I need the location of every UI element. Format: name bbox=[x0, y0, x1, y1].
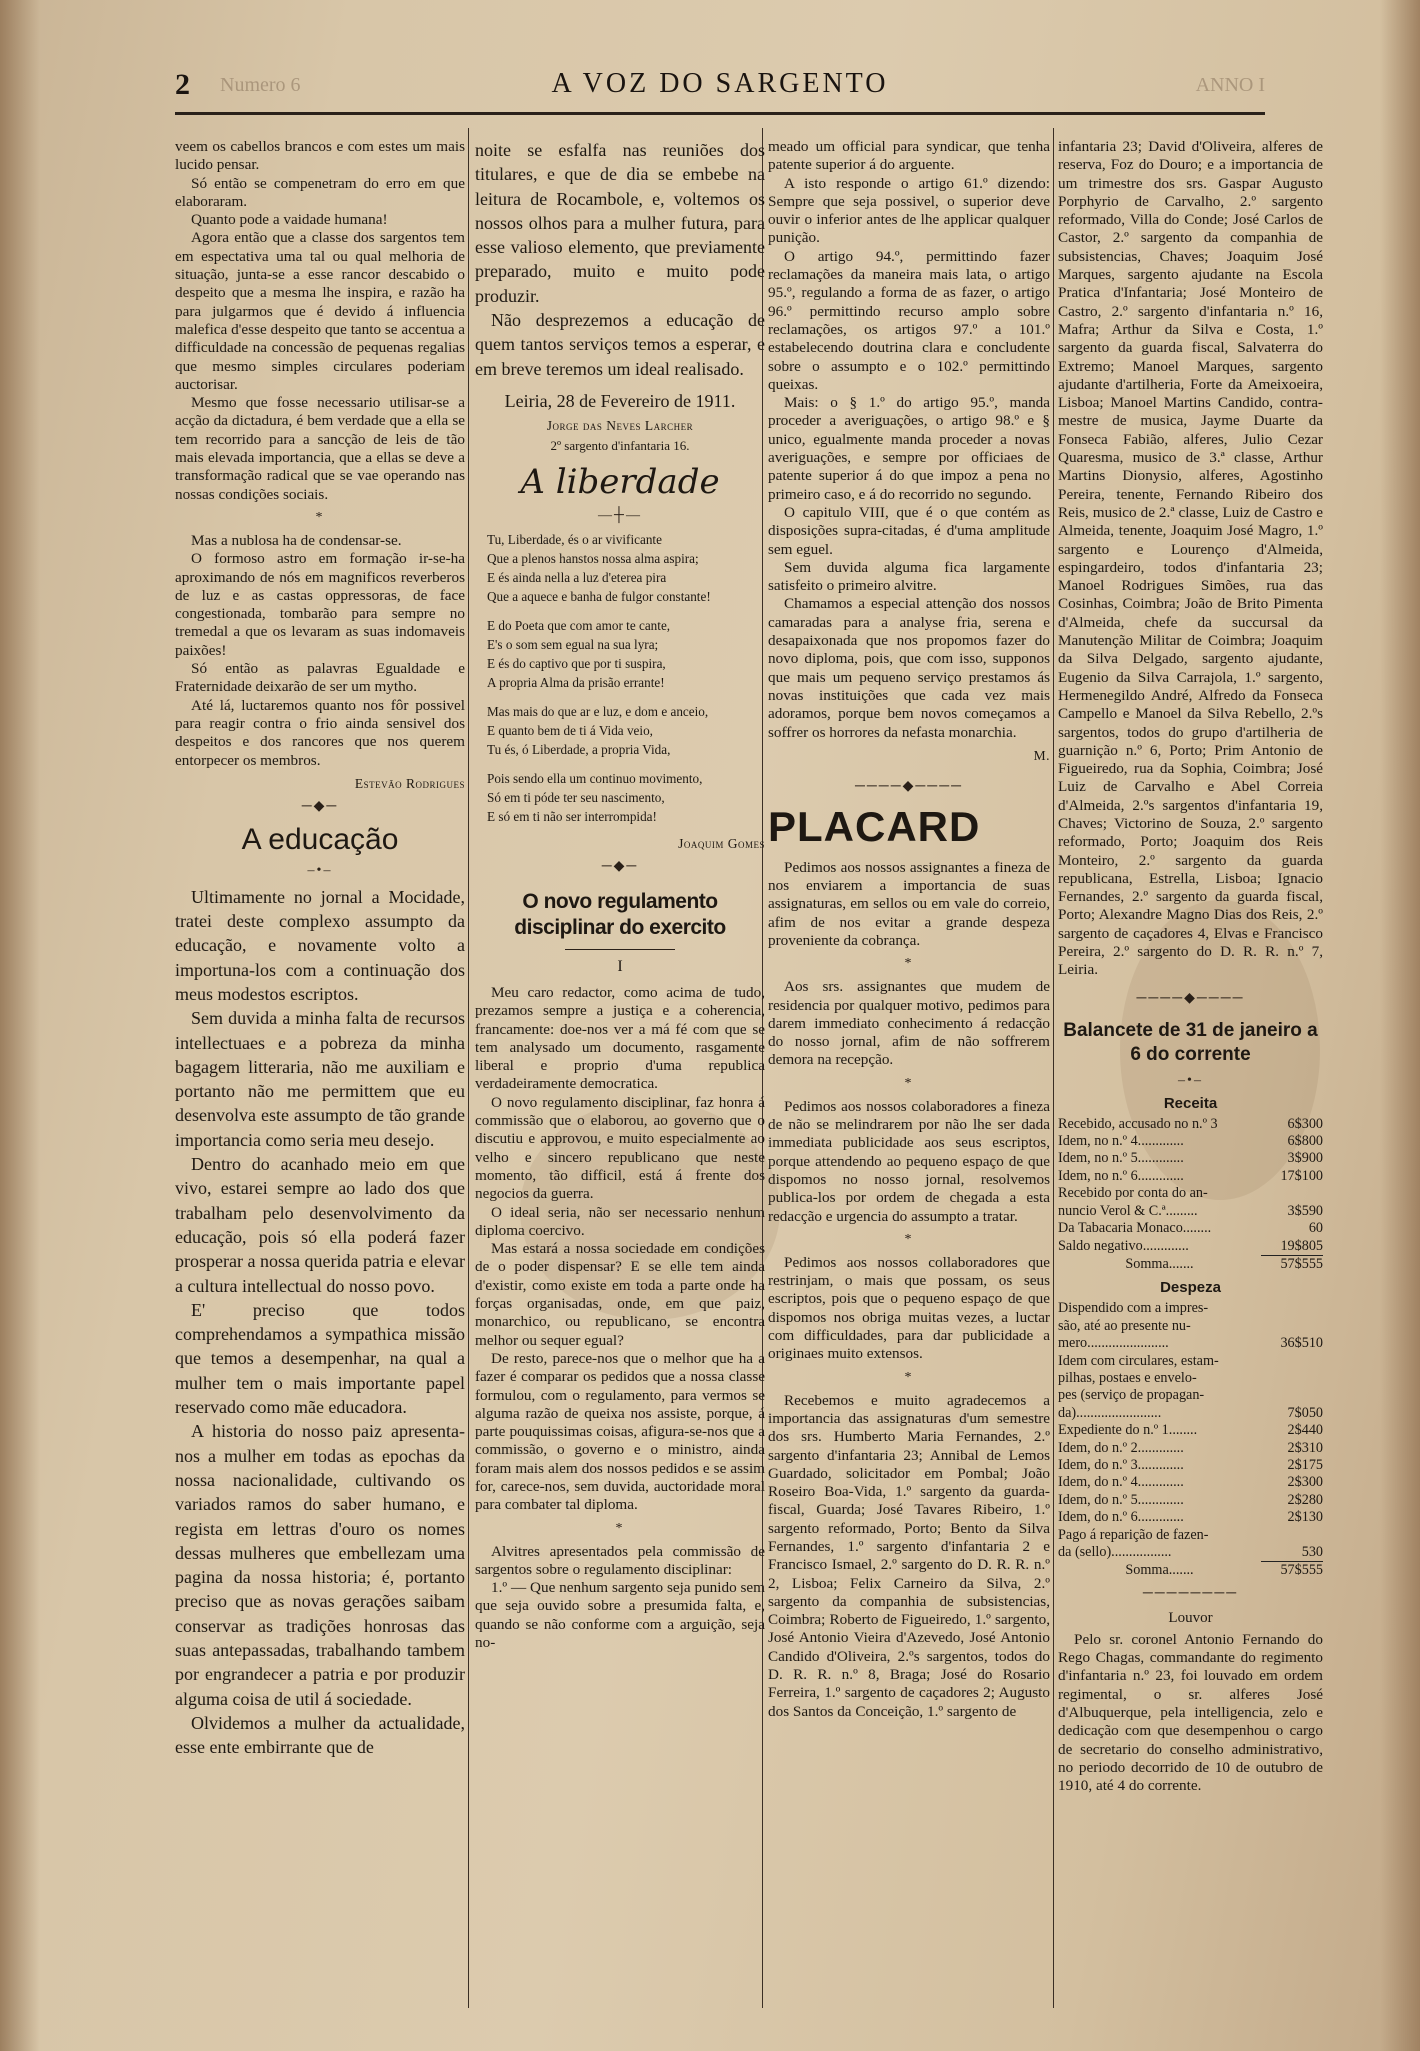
poem-line: E's o som sem egual na sua lyra; bbox=[487, 636, 659, 652]
ledger-row bbox=[1058, 1562, 1323, 1579]
paragraph: E' preciso que todos comprehendamos a sympathica missão que temos a desempenhar, na qual a mulher tem o mais importante papel reservado como mãe educadora. bbox=[175, 1299, 465, 1418]
receipts-ledger bbox=[1058, 1116, 1323, 1274]
column-rule bbox=[1053, 128, 1054, 2008]
paragraph: O ideal seria, não ser necessario nenhum diploma coercivo. bbox=[475, 1203, 765, 1239]
author-rank: 2º sargento d'infantaria 16. bbox=[550, 437, 690, 453]
paragraph: Pedimos aos nossos assignantes a fineza de nos enviarem a importancia de suas assignaturas, em sellos ou em vale do correio, afim de nos evitar a grande despeza proveniente da cobrança. bbox=[768, 858, 1050, 949]
ledger-row bbox=[1058, 1405, 1323, 1422]
ledger-description: Recebido por conta do an- bbox=[1058, 1185, 1208, 1202]
column-1 bbox=[175, 138, 465, 1759]
poem-stanza-2 bbox=[487, 616, 765, 692]
paragraph: Sem duvida alguma fica largamente satisfeito o primeiro alvitre. bbox=[768, 558, 1050, 595]
paragraph: Alvitres apresentados pela commissão de sargentos sobre o regulamento disciplinar: bbox=[475, 1542, 765, 1578]
separator-ornament: ────◆──── bbox=[854, 778, 964, 794]
ledger-description: Idem com circulares, estam- bbox=[1058, 1352, 1219, 1369]
ledger-description: Idem, no n.º 5............. bbox=[1058, 1150, 1184, 1167]
ledger-row bbox=[1058, 1168, 1323, 1185]
ledger-description: Idem, no n.º 4............. bbox=[1058, 1133, 1184, 1150]
ledger-row bbox=[1058, 1318, 1323, 1335]
paragraph: Aos srs. assignantes que mudem de residencia por qualquer motivo, pedimos para darem immediato conhecimento á redacção do nosso jornal, afim de não soffrerem demora na recepção. bbox=[768, 978, 1050, 1069]
ledger-description: Da Tabacaria Monaco........ bbox=[1058, 1220, 1212, 1237]
ledger-description: Idem, do n.º 2............. bbox=[1058, 1439, 1184, 1456]
ledger-amount: 19$805 bbox=[1261, 1238, 1323, 1256]
ledger-row bbox=[1058, 1527, 1323, 1544]
separator-ornament: * bbox=[615, 1520, 625, 1536]
paragraph: Até lá, luctaremos quanto nos fôr possivel para reagir contra o frio ainda sensivel dos despeitos e dos rancores que nos querem entorpecer os membros. bbox=[175, 696, 465, 769]
ledger-amount: 2$440 bbox=[1287, 1422, 1323, 1439]
masthead-title: A VOZ DO SARGENTO bbox=[551, 68, 889, 99]
separator-ornament: * bbox=[904, 956, 914, 972]
poem-line: E quanto bem de ti á Vida veio, bbox=[487, 722, 653, 738]
ledger-amount: 2$300 bbox=[1287, 1474, 1323, 1491]
poem-line: E és ainda nella a luz d'eterea pira bbox=[487, 569, 667, 585]
paragraph: Sem duvida a minha falta de recursos intellectuaes e a pobreza da minha bagagem litteraria, não me auxiliam e portanto não me permittem que eu desenvolva este assumpto de tão grande importancia como seria meu desejo. bbox=[175, 1008, 465, 1150]
separator-ornament: —┼— bbox=[598, 507, 642, 523]
page-header bbox=[175, 68, 1265, 108]
ledger-description: da)........................ bbox=[1058, 1404, 1162, 1421]
title-rule bbox=[565, 949, 675, 950]
article-title: O novo regulamento disciplinar do exercito bbox=[514, 889, 726, 939]
ledger-row bbox=[1058, 1457, 1323, 1474]
ledger-amount bbox=[1261, 1185, 1323, 1202]
ledger-row bbox=[1058, 1370, 1323, 1387]
column-4 bbox=[1058, 138, 1323, 1795]
paragraph: O novo regulamento disciplinar, faz honra á commissão que o elaborou, ao governo que o discutiu e approvou, e muito especialmente ao velho e sincero republicano que neste momento, tão difficil, está á frente dos negocios da guerra. bbox=[475, 1093, 765, 1203]
paragraph: noite se esfalfa nas reuniões dos titulares, e que de dia se embebe na leitura de Rocambole, e, voltemos os nossos olhos para a mulher futura, para esse valioso elemento, que previamente preparado, muito e muito pode produzir. bbox=[475, 140, 765, 306]
paragraph: Mas a nublosa ha de condensar-se. bbox=[191, 531, 402, 549]
ledger-row bbox=[1058, 1544, 1323, 1562]
section-number: I bbox=[617, 957, 623, 975]
article-title: A educação bbox=[241, 822, 399, 856]
ledger-description: Recebido, accusado no n.º 3 bbox=[1058, 1115, 1218, 1132]
paragraph: Dentro do acanhado meio em que vivo, estarei sempre ao lado dos que trabalham pelo desenvolvimento da educação, pois só ella poderá fazer prosperar a nossa querida patria e elevar a cultura intellectual do nosso povo. bbox=[175, 1154, 465, 1296]
paragraph: O artigo 94.º, permittindo fazer reclamações da maneira mais lata, o artigo 95.º, regulando a forma de as fazer, o artigo 96.º permittindo recurso amplo sobre reclamações, os artigos 97.º a 101.º estabelecendo doutrina clara e concludente sobre o assumpto e o 102.º permittindo queixas. bbox=[768, 247, 1050, 393]
ledger-amount bbox=[1261, 1527, 1323, 1544]
ledger-description: da (sello)................. bbox=[1058, 1544, 1172, 1560]
ledger-amount: 57$555 bbox=[1280, 1255, 1323, 1272]
ledger-amount: 57$555 bbox=[1280, 1562, 1323, 1579]
ledger-row bbox=[1058, 1422, 1323, 1439]
separator-ornament: –•– bbox=[307, 862, 333, 878]
ledger-amount: 2$175 bbox=[1287, 1456, 1323, 1473]
poem-author: Joaquim Gomes bbox=[678, 835, 765, 851]
poem-line: E só em ti não ser interrompida! bbox=[487, 808, 657, 824]
dateline: Leiria, 28 de Fevereiro de 1911. bbox=[504, 390, 736, 411]
ledger-amount: 2$310 bbox=[1287, 1439, 1323, 1456]
ledger-row bbox=[1058, 1440, 1323, 1457]
balance-title: Balancete de 31 de janeiro a 6 do corrente bbox=[1063, 1019, 1318, 1065]
ledger-description: nuncio Verol & C.ª......... bbox=[1058, 1202, 1198, 1219]
ledger-amount bbox=[1261, 1370, 1323, 1387]
paragraph: A isto responde o artigo 61.º dizendo: Sempre que seja possivel, o superior deve ouvir o inferior antes de lhe applicar qualquer punição. bbox=[768, 174, 1050, 247]
ledger-description: Somma....... bbox=[1125, 1562, 1194, 1579]
ledger-row bbox=[1058, 1185, 1323, 1202]
poem-line: Só em ti póde ter seu nascimento, bbox=[487, 789, 665, 805]
paragraph: A historia do nosso paiz apresenta-nos a mulher em todas as epochas da nossa nacionalidade, cultivando os variados ramos do saber humano, e regista em lettras d'ouro os nomes dessas mulheres que embellezam uma pagina da nossa historia; é, portanto preciso que as novas gerações saibam conservar as tradições honrosas das suas antepassadas, trabalhando tambem por engrandecer a patria e por produzir alguma coisa de util á sociedade. bbox=[175, 1421, 465, 1709]
ledger-description: Expediente do n.º 1........ bbox=[1058, 1422, 1198, 1439]
separator-ornament: ────◆──── bbox=[1136, 990, 1245, 1006]
ledger-row bbox=[1058, 1335, 1323, 1352]
paragraph: Só então as palavras Egualdade e Fraternidade deixarão de ser um mytho. bbox=[175, 660, 465, 696]
paragraph: Olvidemos a mulher da actualidade, esse ente embirrante que de bbox=[175, 1712, 465, 1758]
poem-stanza-3 bbox=[487, 702, 765, 759]
poem-line: E és do captivo que por ti suspira, bbox=[487, 655, 666, 671]
ledger-row bbox=[1058, 1133, 1323, 1150]
separator-ornament: * bbox=[904, 1075, 914, 1091]
paragraph: O formoso astro em formação ir-se-ha aproximando de nós em magnificos reverberos de luz e as castas oppressoras, de face congestionada, tombarão para sempre no tremedal a que os levaram as suas indomaveis paixões! bbox=[175, 550, 465, 659]
ledger-amount: 7$050 bbox=[1287, 1404, 1323, 1421]
paragraph: meado um official para syndicar, que tenha patente superior á do arguente. bbox=[768, 138, 1050, 174]
poem-line: A propria Alma da prisão errante! bbox=[487, 674, 665, 690]
praise-heading: Louvor bbox=[1168, 1609, 1213, 1626]
ledger-description: são, até ao presente nu- bbox=[1058, 1317, 1191, 1334]
paragraph: Agora então que a classe dos sargentos tem em espectativa uma tal ou qual melhoria de situação, junta-se a esse rancor descabido o despeito que a mesma lhe inspira, e razão ha para julgarmos que é devido á influencia malefica d'esse despeito que tanto se accentua a difficuldade na concessão de pequenas regalias que mesmo simples circulares poderiam auctorisar. bbox=[175, 229, 465, 393]
poem-stanza-4 bbox=[487, 769, 765, 826]
paper-edge-right bbox=[1380, 0, 1420, 2051]
ledger-row bbox=[1058, 1150, 1323, 1167]
paragraph: Chamamos a especial attenção dos nossos camaradas para a analyse fria, serena e desapaixonada que nos propomos fazer do novo diploma, pois, que com isso, supponos que mais um pequeno serviço prestamos ás novas instituições que cada vez mais adoramos, porque bem novos começamos a soffrer os horrores da nefasta monarchia. bbox=[768, 595, 1050, 741]
expenses-ledger bbox=[1058, 1300, 1323, 1580]
poem-line: Pois sendo ella um continuo movimento, bbox=[487, 770, 703, 786]
poem-title: A liberdade bbox=[520, 461, 720, 502]
ledger-description: Saldo negativo............. bbox=[1058, 1237, 1189, 1254]
paragraph: infantaria 23; David d'Oliveira, alferes de reserva, Foz do Douro; e a importancia de um trimestre dos srs. Gaspar Augusto Porphyrio de Carvalho, 2.º sargento reformado, Villa do Conde; José Carlos de Castor, 2.º sargento da companhia de subsistencias, Chaves; Joaquim José Marques, sargento ajudante na Escola Pratica d'Infantaria; José Monteiro de Castro, 2.º sargento d'infantaria n.º 16, Mafra; Arthur da Silva e Costa, 1.º sargento da guarda fiscal, Salvaterra do Extremo; Manoel Marques, sargento ajudante d'artilheria, Forte da Ameixoeira, Lisboa; Manoel Martins Candido, contra-mestre de musica, Jayme Duarte da Fonseca Fabião, alferes, Julio Cezar Quaresma, musico de 3.ª classe, Arthur Martins Dionysio, alferes, Agostinho Pereira, tenente, Fernando Ribeiro dos Reis, musico de 2.ª classe, Luiz de Castro e Almeida, tenente, Joaquim José Magro, 1.º sargento e Lourenço d'Almeida, espingardeiro, todos d'infantaria 23; Manoel Rodrigues Simões, rua das Cosinhas, Coimbra; João de Brito Pimenta d'Almeida, chefe da succursal da Manutenção Militar de Coimbra; Joaquim da Silva Delgado, sargento ajudante, Eugenio da Silva Carrajola, 1.º sargento, Hermenegildo André, Alfredo da Fonseca Campello e Manoel da Silva Rebello, 2.ºs sargentos, todos do grupo d'artilheria de guarnição n.º 6, Porto; Prim Antonio de Figueiredo, rua da Sophia, Coimbra; José Luiz de Carvalho e Abel Correia d'Almeida, 2.ºs sargentos d'infantaria 19, Chaves; Victorino de Souza, 2.º sargento reformado, Porto; Joaquim dos Reis Monteiro, 2.º sargento da guarda republicana, Estrella, Lisboa; Ignacio Fernandes, 2.º sargento da guarda fiscal, Porto; Alexandre Magno Dias dos Reis, 2.º sargento de caçadores 4, Elvas e Francisco Pereira, 2.º sargento do D. R. R. n.º 7, Leiria. bbox=[1058, 138, 1323, 979]
poem-line: Mas mais do que ar e luz, e dom e anceio, bbox=[487, 703, 709, 719]
ledger-amount bbox=[1261, 1387, 1323, 1404]
poem-line: E do Poeta que com amor te cante, bbox=[487, 617, 671, 633]
ledger-amount: 60 bbox=[1308, 1220, 1323, 1237]
paragraph: De resto, parece-nos que o melhor que ha a fazer é comparar os pedidos que a nossa classe formulou, com o regulamento, para vermos se alguma razão de queixa nos assiste, porque, á parte pouquissimas coisas, afigura-se-nos que a commissão, o governo e o ministro, ainda foram mais alem dos nossos pedidos e se assim for, carece-nos, sem duvida, auctoridade moral para combater tal diploma. bbox=[475, 1349, 765, 1514]
paragraph: 1.º — Que nenhum sargento seja punido sem que seja ouvido sobre a presumida falta, e, quando se não conforme com a arguição, seja no- bbox=[475, 1579, 765, 1652]
separator-ornament: ──────── bbox=[1142, 1585, 1239, 1601]
receipts-heading: Receita bbox=[1163, 1094, 1218, 1112]
paragraph: Mais: o § 1.º do artigo 95.º, manda proceder a averiguações, o artigo 98.º e § unico, egualmente manda proceder a novas averiguações, e sempre por officiaes de patente superior á do que impoz a pena no primeiro caso, e á do recorrido no segundo. bbox=[768, 394, 1050, 503]
ledger-row bbox=[1058, 1203, 1323, 1220]
poem-stanza-1 bbox=[487, 530, 765, 606]
paragraph: Não desprezemos a educação de quem tantos serviços temos a esperar, e em breve teremos um ideal realisado. bbox=[475, 310, 765, 379]
separator-ornament: * bbox=[904, 1231, 914, 1247]
ledger-row bbox=[1058, 1300, 1323, 1317]
paragraph: Pedimos aos nossos colaboradores a fineza de não se melindrarem por não lhe ser dada immediata publicidade aos seus escriptos, porque attendendo ao pequeno espaço de que dispomos no nosso jornal, resolvemos publica-los por ordem de chegada a esta redacção e urgencia do assumpto a tratar. bbox=[768, 1097, 1050, 1225]
ledger-row bbox=[1058, 1509, 1323, 1526]
separator-ornament: * bbox=[315, 509, 325, 525]
section-title-placard: PLACARD bbox=[768, 802, 981, 850]
ledger-row bbox=[1058, 1474, 1323, 1491]
ledger-row bbox=[1058, 1353, 1323, 1370]
page-number: 2 bbox=[175, 68, 190, 101]
ledger-amount: 6$300 bbox=[1287, 1115, 1323, 1132]
paragraph: Mesmo que fosse necessario utilisar-se a acção da dictadura, é bem verdade que a ella se tem recorrido para a sancção de leis de tão mais elevada importancia, que a ellas se deve a transformação radical que se vae operando nas nossas condições sociais. bbox=[175, 394, 465, 503]
expenses-heading: Despeza bbox=[1160, 1279, 1221, 1297]
ledger-description: pilhas, postaes e envelo- bbox=[1058, 1369, 1197, 1386]
poem-line: Que a plenos hanstos nossa alma aspira; bbox=[487, 550, 699, 566]
paper-edge-left bbox=[0, 0, 40, 2051]
ledger-row bbox=[1058, 1220, 1323, 1237]
paragraph: Meu caro redactor, como acima de tudo, prezamos sempre a justiça e a coherencia, francamente: doe-nos ver a má fé com que se tem analysado um documento, rasgamente liberal e proprio d'uma republica verdadeiramente democratica. bbox=[475, 983, 765, 1093]
ledger-description: Somma....... bbox=[1125, 1255, 1194, 1272]
ledger-row bbox=[1058, 1387, 1323, 1404]
ledger-description: Idem, no n.º 6............. bbox=[1058, 1167, 1184, 1184]
poem-line: Tu és, ó Liberdade, a propria Vida, bbox=[487, 741, 671, 757]
column-3 bbox=[768, 138, 1050, 1721]
author-signature: Estevão Rodrigues bbox=[354, 775, 465, 791]
poem-line: Tu, Liberdade, és o ar vivificante bbox=[487, 531, 662, 547]
author-signature: M. bbox=[1033, 747, 1050, 763]
bleed-through-text: ANNO I bbox=[1195, 74, 1265, 96]
ledger-description: Dispendido com a impres- bbox=[1058, 1300, 1209, 1317]
ledger-description: pes (serviço de propagan- bbox=[1058, 1387, 1205, 1404]
ledger-row bbox=[1058, 1116, 1323, 1133]
ledger-description: Pago á reparição de fazen- bbox=[1058, 1526, 1209, 1543]
ledger-description: Idem, do n.º 6............. bbox=[1058, 1509, 1184, 1526]
separator-ornament: * bbox=[904, 1369, 914, 1385]
author-signature: Jorge das Neves Larcher bbox=[546, 417, 694, 433]
ledger-amount: 530 bbox=[1261, 1544, 1323, 1562]
paragraph: Recebemos e muito agradecemos a importancia das assignaturas d'um semestre dos srs. Humberto Maria Fernandes, 2.º sargento d'infantaria 23; Annibal de Lemos Guardado, solicitador em Pombal; João Roseiro Boa-Vida, 1.º sargento da guarda-fiscal, Guarda; José Tavares Ribeiro, 1.º sargento reformado, Porto; Bento da Silva Fernandes, 1.º sargento d'infantaria 2 e Francisco Ismael, 2.º sargento do D. R. R. n.º 2, Lisboa; Felix Carneiro da Silva, 2.º sargento da companhia de subsistencias, Coimbra; Roberto de Figueiredo, 1.º sargento, José Antonio Vieira d'Azevedo, José Antonio Candido d'Oliveira, 2.ºs sargentos, todos do D. R. R. n.º 8, Braga; José do Rosario Ferreira, 1.º sargento de caçadores 2; Augusto dos Santos da Conceição, 1.º sargento de bbox=[768, 1391, 1050, 1720]
paragraph: Pedimos aos nossos collaboradores que restrinjam, o mais que possam, os seus escriptos, pois que o pequeno espaço de que dispomos nos obriga muitas vezes, a luctar com difficuldades, para dar publicidade a originaes muito extensos. bbox=[768, 1253, 1050, 1363]
column-rule bbox=[468, 128, 469, 2008]
ledger-row bbox=[1058, 1492, 1323, 1509]
ledger-amount bbox=[1261, 1353, 1323, 1370]
ledger-row bbox=[1058, 1238, 1323, 1256]
header-rule bbox=[175, 112, 1265, 115]
paragraph: Ultimamente no jornal a Mocidade, tratei deste complexo assumpto da educação, e novamente volto a importuna-los com a continuação dos meus modestos escriptos. bbox=[175, 886, 465, 1004]
ledger-description: Idem, do n.º 5............. bbox=[1058, 1491, 1184, 1508]
ledger-amount: 17$100 bbox=[1280, 1167, 1323, 1184]
separator-ornament: ─◆─ bbox=[301, 798, 339, 814]
column-2 bbox=[475, 138, 765, 1652]
bleed-through-text: Numero 6 bbox=[220, 74, 301, 96]
paragraph: O capitulo VIII, que é o que contém as disposições supra-citadas, é d'uma amplitude sem eguel. bbox=[768, 503, 1050, 558]
paragraph: Só então se compenetram do erro em que elaboraram. bbox=[175, 174, 465, 210]
ledger-amount bbox=[1261, 1318, 1323, 1335]
ledger-amount: 3$900 bbox=[1287, 1150, 1323, 1167]
paragraph: veem os cabellos brancos e com estes um mais lucido pensar. bbox=[175, 138, 465, 174]
ledger-description: Idem, do n.º 3............. bbox=[1058, 1456, 1184, 1473]
separator-ornament: ─◆─ bbox=[601, 858, 639, 874]
ledger-amount: 6$800 bbox=[1287, 1133, 1323, 1150]
separator-ornament: –•– bbox=[1178, 1072, 1203, 1088]
ledger-amount: 36$510 bbox=[1280, 1335, 1323, 1352]
ledger-amount: 2$130 bbox=[1287, 1509, 1323, 1526]
paragraph: Quanto pode a vaidade humana! bbox=[191, 211, 388, 229]
ledger-description: mero....................... bbox=[1058, 1335, 1169, 1352]
ledger-description: Idem, do n.º 4............. bbox=[1058, 1474, 1184, 1491]
ledger-amount bbox=[1261, 1300, 1323, 1317]
poem-line: Que a aquece e banha de fulgor constante! bbox=[487, 588, 711, 604]
paragraph: Pelo sr. coronel Antonio Fernando do Rego Chagas, commandante do regimento d'infantaria n.º 23, foi louvado em ordem regimental, o sr. alferes José d'Albuquerque, pela intelligencia, zelo e dedicação com que desempenhou o cargo de secretario do conselho administrativo, no periodo decorrido de 10 de outubro de 1910, até 4 do corrente. bbox=[1058, 1630, 1323, 1795]
ledger-amount: 2$280 bbox=[1287, 1491, 1323, 1508]
ledger-row bbox=[1058, 1256, 1323, 1273]
ledger-amount: 3$590 bbox=[1287, 1202, 1323, 1219]
paragraph: Mas estará a nossa sociedade em condições de o poder dispensar? E se elle tem ainda d'existir, como existe em toda a parte onde ha forças organisadas, onde, em que paiz, monarchico, ou republicano, se encontra melhor ou sequer egual? bbox=[475, 1240, 765, 1349]
